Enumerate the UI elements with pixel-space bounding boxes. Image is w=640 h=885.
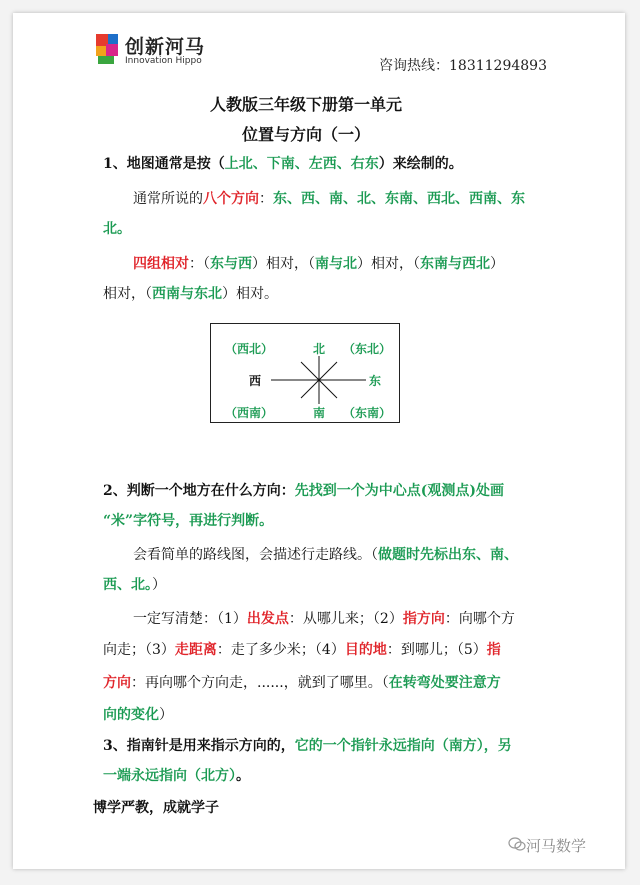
- section-1-line-3: 北。: [103, 221, 131, 237]
- section-1-line-5: 相对，（西南与东北）相对。: [103, 286, 278, 302]
- section-1-line-2: 通常所说的八个方向：东、西、南、北、东南、西北、西南、东: [133, 191, 525, 207]
- logo-mark-icon: [94, 32, 120, 66]
- document-title: 人教版三年级下册第一单元: [209, 95, 402, 114]
- compass-label-southwest: （西南）: [225, 406, 274, 420]
- logo-text-en: Innovation Hippo: [125, 56, 202, 66]
- brand-logo: [94, 30, 214, 80]
- section-3-line-1: 3、指南针是用来指示方向的，它的一个指针永远指向（南方），另: [103, 738, 512, 754]
- section-2-line-8: 向的变化）: [103, 707, 173, 723]
- chat-bubble-icon: [508, 836, 526, 852]
- section-2-line-4: 西、北。）: [103, 577, 166, 593]
- compass-label-north: 北: [313, 342, 326, 356]
- section-2-line-7: 方向：再向哪个方向走，......，就到了哪里。（在转弯处要注意方: [103, 675, 501, 691]
- section-2-line-3: 会看简单的路线图，会描述行走路线。（做题时先标出东、南、: [133, 547, 518, 563]
- logo-text-cn: 创新河马: [125, 36, 206, 58]
- compass-label-southeast: （东南）: [343, 406, 392, 420]
- hotline: 咨询热线：18311294893: [379, 58, 547, 74]
- section-2-line-1: 2、判断一个地方在什么方向：先找到一个为中心点(观测点)处画: [103, 483, 504, 499]
- compass-label-east: 东: [369, 374, 382, 388]
- footer-slogan: 博学严教，成就学子: [93, 800, 219, 816]
- document-subtitle: 位置与方向（一）: [241, 125, 370, 144]
- watermark: 河马数学: [526, 837, 587, 855]
- section-2-line-5: 一定写清楚：（1）出发点：从哪儿来；（2）指方向：向哪个方: [133, 611, 515, 627]
- section-2-line-2: “米”字符号，再进行判断。: [103, 513, 274, 529]
- compass-label-south: 南: [313, 406, 326, 420]
- compass-label-west: 西: [249, 374, 262, 388]
- compass-diagram: [210, 323, 400, 423]
- section-1-line-4: 四组相对：（东与西）相对，（南与北）相对，（东南与西北）: [133, 256, 504, 272]
- section-2-line-6: 向走；（3）走距离：走了多少米；（4）目的地：到哪儿；（5）指: [103, 642, 501, 658]
- section-1-line-1: 1、地图通常是按（上北、下南、左西、右东）来绘制的。: [103, 156, 463, 172]
- compass-label-northeast: （东北）: [343, 342, 392, 356]
- section-3-line-2: 一端永远指向（北方）。: [103, 768, 250, 784]
- compass-label-northwest: （西北）: [225, 342, 274, 356]
